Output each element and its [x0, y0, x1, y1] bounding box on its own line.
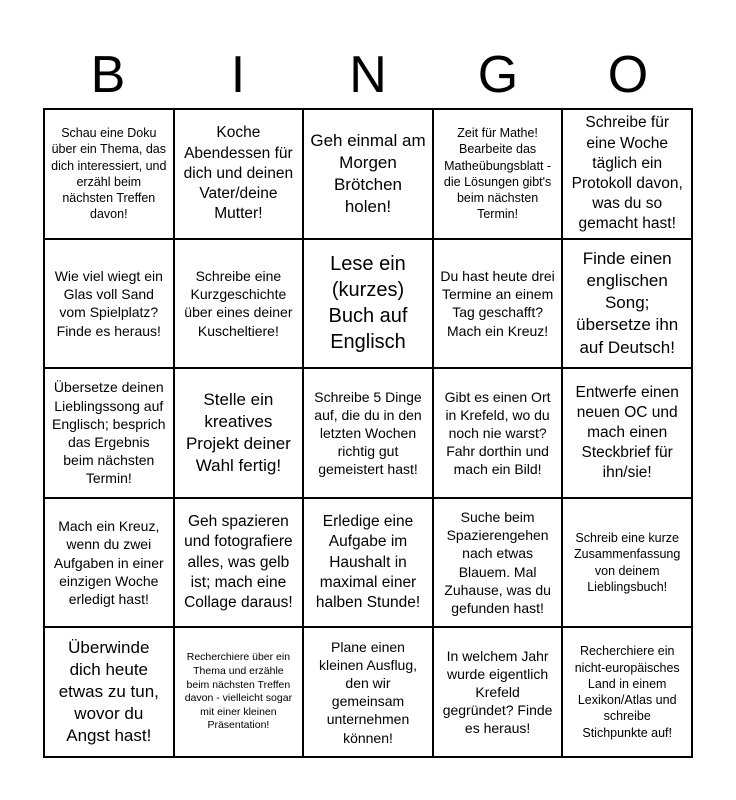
header-letter-g: G	[477, 46, 519, 104]
header-letter-n: N	[349, 46, 387, 104]
bingo-cell[interactable]: Schreibe eine Kurzgeschichte über eines deiner Kuscheltiere!	[174, 239, 304, 369]
bingo-cell[interactable]: Wie viel wiegt ein Glas voll Sand vom Spielplatz? Finde es heraus!	[44, 239, 174, 369]
bingo-cell[interactable]: Du hast heute drei Termine an einem Tag geschafft? Mach ein Kreuz!	[433, 239, 563, 369]
bingo-cell[interactable]: Schreibe 5 Dinge auf, die du in den letzten Wochen richtig gut gemeistert hast!	[303, 368, 433, 498]
bingo-header	[43, 42, 693, 108]
bingo-cell[interactable]: Geh spazieren und fotografiere alles, was gelb ist; mach eine Collage daraus!	[174, 498, 304, 628]
bingo-cell[interactable]: Plane einen kleinen Ausflug, den wir gemeinsam unternehmen können!	[303, 627, 433, 757]
bingo-cell[interactable]: Lese ein (kurzes) Buch auf Englisch	[303, 239, 433, 369]
bingo-cell[interactable]: Mach ein Kreuz, wenn du zwei Aufgaben in einer einzigen Woche erledigt hast!	[44, 498, 174, 628]
bingo-cell[interactable]: Entwerfe einen neuen OC und mach einen Steckbrief für ihn/sie!	[562, 368, 692, 498]
bingo-cell[interactable]: Zeit für Mathe! Bearbeite das Matheübungsblatt - die Lösungen gibt's beim nächsten Termin!	[433, 109, 563, 239]
bingo-cell[interactable]: Koche Abendessen für dich und deinen Vater/deine Mutter!	[174, 109, 304, 239]
bingo-cell[interactable]: Stelle ein kreatives Projekt deiner Wahl fertig!	[174, 368, 304, 498]
header-letter-b: B	[90, 46, 126, 104]
header-letter-i: I	[230, 46, 246, 104]
bingo-cell[interactable]: Schreib eine kurze Zusammenfassung von deinem Lieblingsbuch!	[562, 498, 692, 628]
bingo-cell[interactable]: Übersetze deinen Lieblingssong auf Englisch; besprich das Ergebnis beim nächsten Termin!	[44, 368, 174, 498]
bingo-cell[interactable]: Überwinde dich heute etwas zu tun, wovor du Angst hast!	[44, 627, 174, 757]
bingo-cell[interactable]: Recherchiere ein nicht-europäisches Land in einem Lexikon/Atlas und schreibe Stichpunkte auf!	[562, 627, 692, 757]
bingo-board	[43, 108, 693, 758]
bingo-cell[interactable]: Suche beim Spazierengehen nach etwas Blauem. Mal Zuhause, was du gefunden hast!	[433, 498, 563, 628]
bingo-cell[interactable]: Erledige eine Aufgabe im Haushalt in maximal einer halben Stunde!	[303, 498, 433, 628]
bingo-cell[interactable]: In welchem Jahr wurde eigentlich Krefeld gegründet? Finde es heraus!	[433, 627, 563, 757]
bingo-cell[interactable]: Schreibe für eine Woche täglich ein Protokoll davon, was du so gemacht hast!	[562, 109, 692, 239]
bingo-cell[interactable]: Schau eine Doku über ein Thema, das dich interessiert, und erzähl beim nächsten Treffen davon!	[44, 109, 174, 239]
bingo-cell[interactable]: Recherchiere über ein Thema und erzähle beim nächsten Treffen davon - vielleicht sogar mit einer kleinen Präsentation!	[174, 627, 304, 757]
bingo-cell[interactable]: Finde einen englischen Song; übersetze ihn auf Deutsch!	[562, 239, 692, 369]
bingo-cell[interactable]: Gibt es einen Ort in Krefeld, wo du noch nie warst? Fahr dorthin und mach ein Bild!	[433, 368, 563, 498]
header-letter-o: O	[607, 46, 649, 104]
bingo-cell[interactable]: Geh einmal am Morgen Brötchen holen!	[303, 109, 433, 239]
